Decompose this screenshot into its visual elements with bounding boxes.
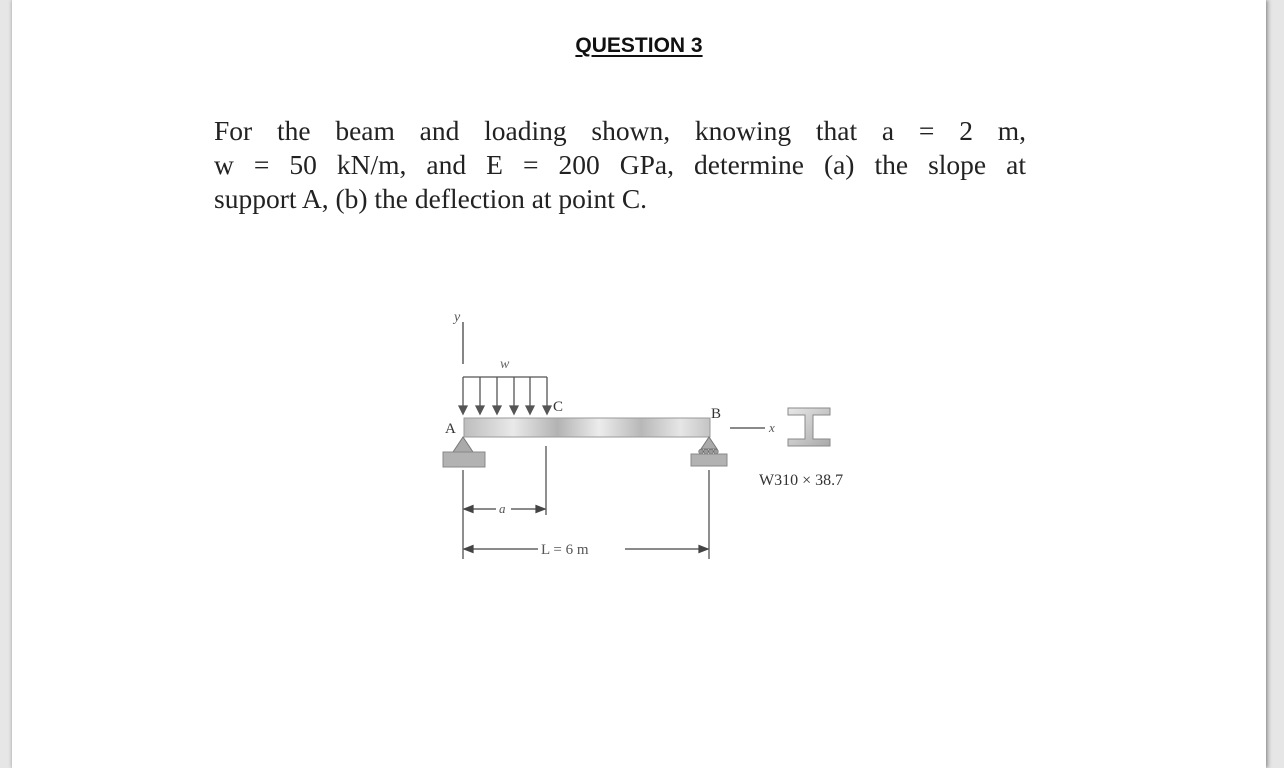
section-label: W310 × 38.7 — [759, 472, 844, 489]
dim-l-label: L = 6 m — [541, 542, 589, 558]
load-arrow — [510, 377, 518, 414]
beam — [464, 418, 710, 437]
load-arrow — [526, 377, 534, 414]
w-section-icon — [788, 408, 830, 446]
question-title: QUESTION 3 — [575, 34, 703, 57]
pin-support-a — [443, 437, 485, 467]
dim-a-line — [464, 506, 545, 513]
problem-line-3: support A, (b) the deflection at point C. — [214, 183, 648, 214]
problem-statement — [214, 114, 1026, 216]
dim-l-line — [464, 546, 708, 553]
distributed-load — [459, 377, 551, 414]
point-a-label: A — [445, 421, 456, 437]
load-arrow — [459, 377, 467, 414]
document-page — [12, 0, 1266, 768]
question-heading — [12, 34, 1266, 58]
y-axis-label: y — [454, 310, 461, 325]
point-c-label: C — [553, 399, 564, 415]
problem-line-1: For the beam and loading shown, knowing that a = 2 m, — [214, 115, 1026, 146]
point-b-label: B — [711, 406, 722, 422]
problem-line-2: w = 50 kN/m, and E = 200 GPa, determine (a) the slope at — [214, 149, 1026, 180]
roller-support-b — [691, 437, 727, 466]
load-label: w — [500, 357, 510, 372]
x-axis-label: x — [769, 420, 775, 435]
load-arrow — [493, 377, 501, 414]
dim-a-label: a — [499, 501, 506, 516]
load-arrow — [476, 377, 484, 414]
load-arrow — [543, 377, 551, 414]
